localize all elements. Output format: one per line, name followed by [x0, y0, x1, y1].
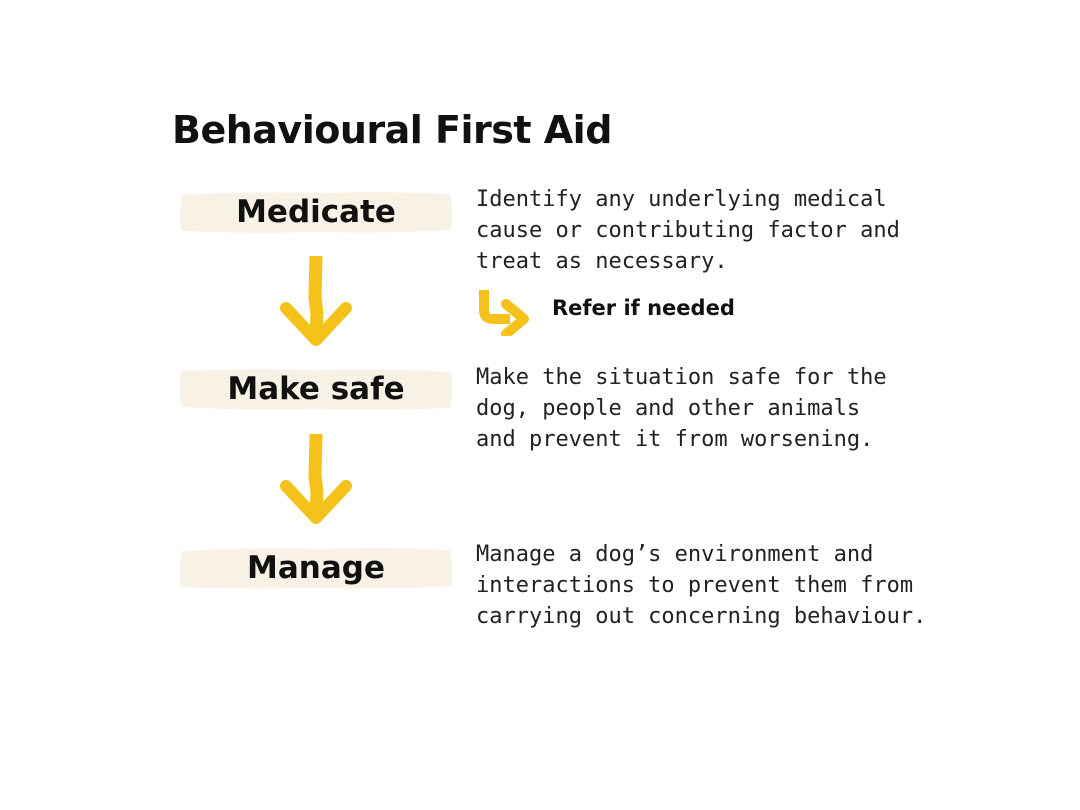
description-line: cause or contributing factor and [476, 218, 900, 243]
curved-arrow-right-icon [476, 286, 534, 336]
description-line: carrying out concerning behaviour. [476, 604, 927, 629]
step-manage [178, 546, 454, 590]
step-medicate [178, 190, 454, 234]
step-description-medicate [476, 184, 956, 277]
description-line: Manage a dog’s environment and [476, 542, 874, 567]
description-line: and prevent it from worsening. [476, 427, 874, 452]
step-label: Medicate [236, 194, 396, 230]
step-description-manage [476, 539, 956, 632]
step-make-safe [178, 367, 454, 411]
arrow-down-icon [278, 430, 354, 528]
refer-note [476, 286, 776, 336]
arrow-down-icon [278, 252, 354, 350]
description-line: treat as necessary. [476, 249, 728, 274]
refer-label: Refer if needed [552, 296, 735, 320]
description-line: Make the situation safe for the [476, 365, 887, 390]
step-label: Make safe [227, 371, 405, 407]
description-line: interactions to prevent them from [476, 573, 914, 598]
step-label: Manage [247, 550, 385, 586]
page-title: Behavioural First Aid [172, 108, 612, 152]
description-line: dog, people and other animals [476, 396, 861, 421]
description-line: Identify any underlying medical [476, 187, 887, 212]
step-description-make-safe [476, 362, 956, 455]
